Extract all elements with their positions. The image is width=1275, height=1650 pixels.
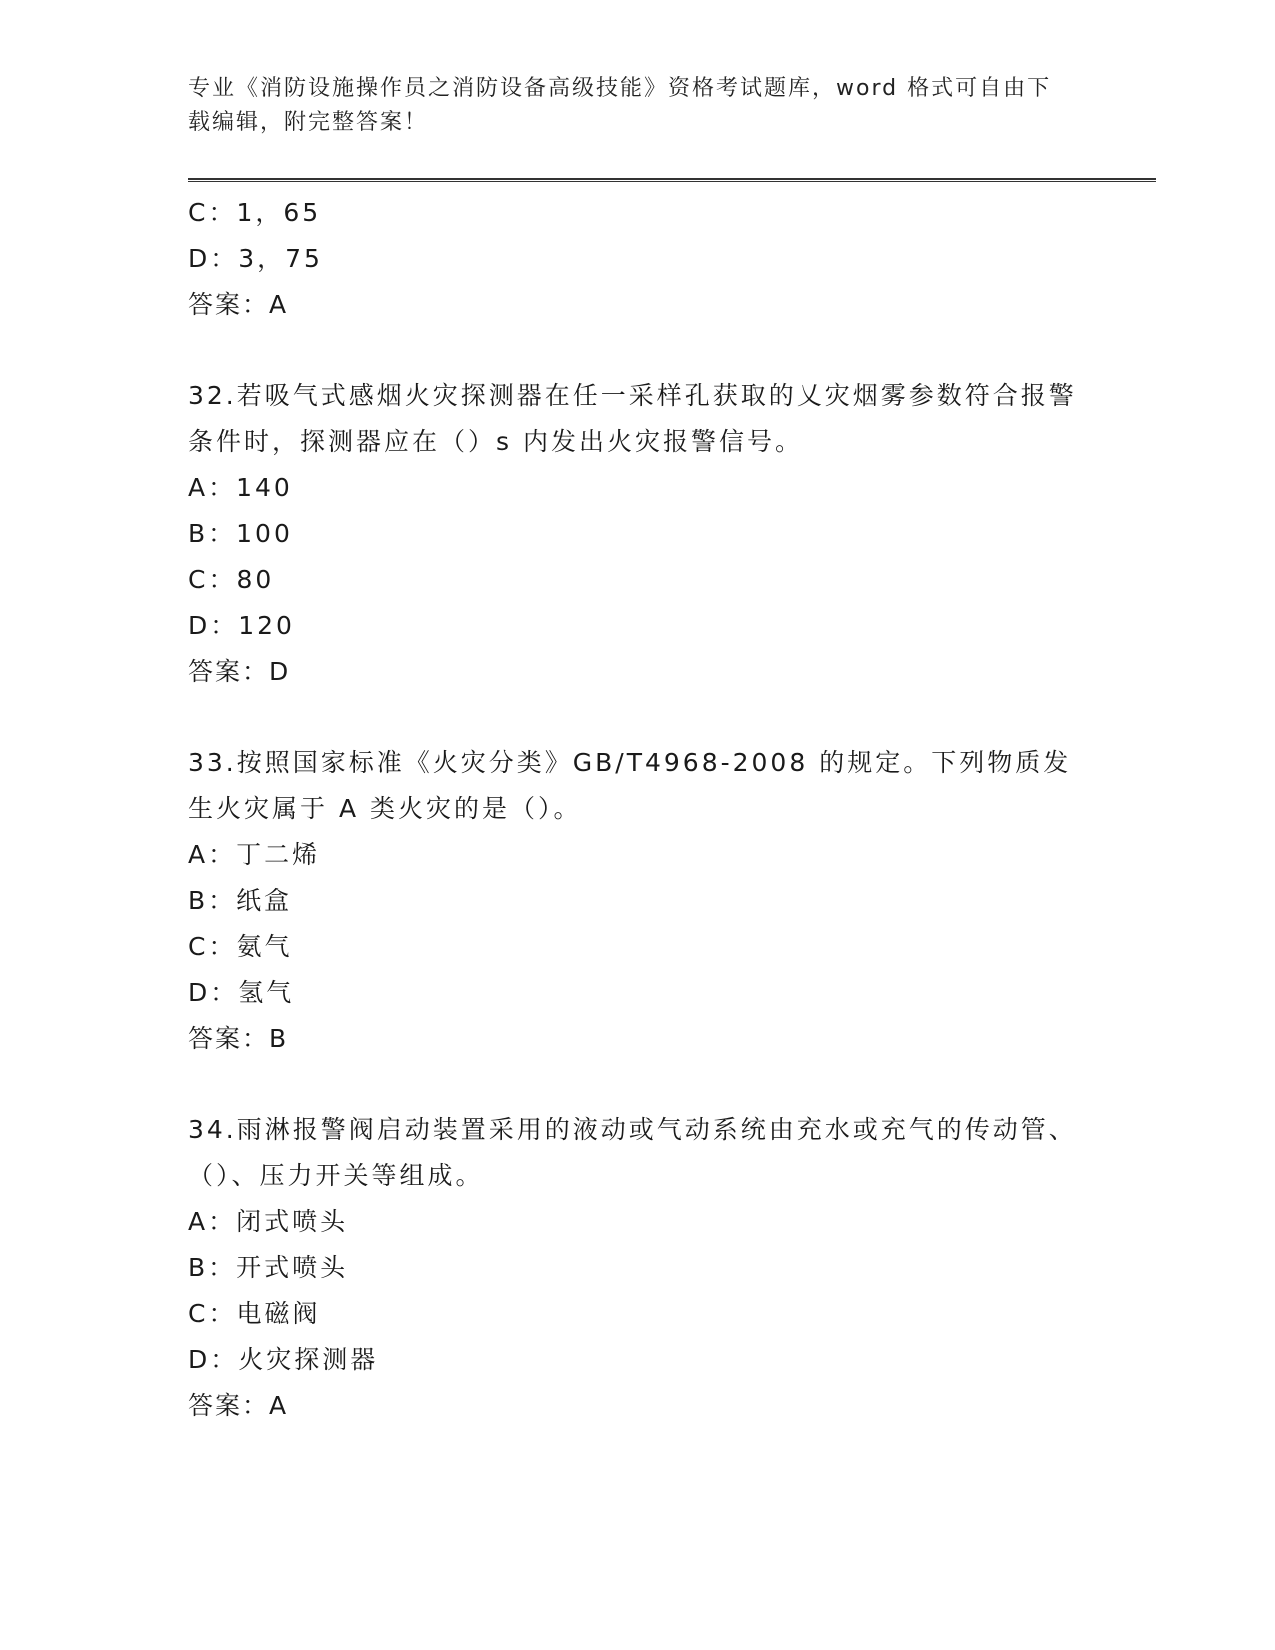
question-stem: 32.若吸气式感烟火灾探测器在任一采样孔获取的乂灾烟雾参数符合报警条件时，探测器应在（）s 内发出火灾报警信号。 <box>188 381 1077 456</box>
option-d: D：氢气 <box>188 978 295 1007</box>
document-header: 专业《消防设施操作员之消防设备高级技能》资格考试题库，word 格式可自由下载编辑，附完整答案！ <box>188 76 1052 135</box>
option-a: A：闭式喷头 <box>188 1207 349 1236</box>
option-a: A：丁二烯 <box>188 840 321 869</box>
option-d: D：120 <box>188 611 295 640</box>
question-stem: 34.雨淋报警阀启动装置采用的液动或气动系统由充水或充气的传动管、（）、压力开关等组成。 <box>188 1115 1077 1190</box>
answer-line: 答案：D <box>188 657 291 686</box>
question-34 <box>188 1107 1088 1429</box>
answer-line: 答案：B <box>188 1024 289 1053</box>
question-32 <box>188 373 1088 695</box>
option-c: C：1，65 <box>188 198 322 227</box>
option-a: A：140 <box>188 473 293 502</box>
question-stem: 33.按照国家标准《火灾分类》GB/T4968-2008 的规定。下列物质发生火灾属于 A 类火灾的是（）。 <box>188 748 1072 823</box>
question-list <box>188 190 1088 1429</box>
option-c: C：电磁阀 <box>188 1299 321 1328</box>
question-33 <box>188 740 1088 1062</box>
option-b: B：纸盒 <box>188 886 293 915</box>
option-c: C：氨气 <box>188 932 293 961</box>
option-d: D：火灾探测器 <box>188 1345 379 1374</box>
option-b: B：100 <box>188 519 293 548</box>
answer-line: 答案：A <box>188 1391 289 1420</box>
previous-question-tail <box>188 190 1088 328</box>
option-c: C：80 <box>188 565 275 594</box>
answer-line: 答案：A <box>188 290 289 319</box>
header-divider <box>188 178 1156 182</box>
option-b: B：开式喷头 <box>188 1253 349 1282</box>
option-d: D：3，75 <box>188 244 323 273</box>
